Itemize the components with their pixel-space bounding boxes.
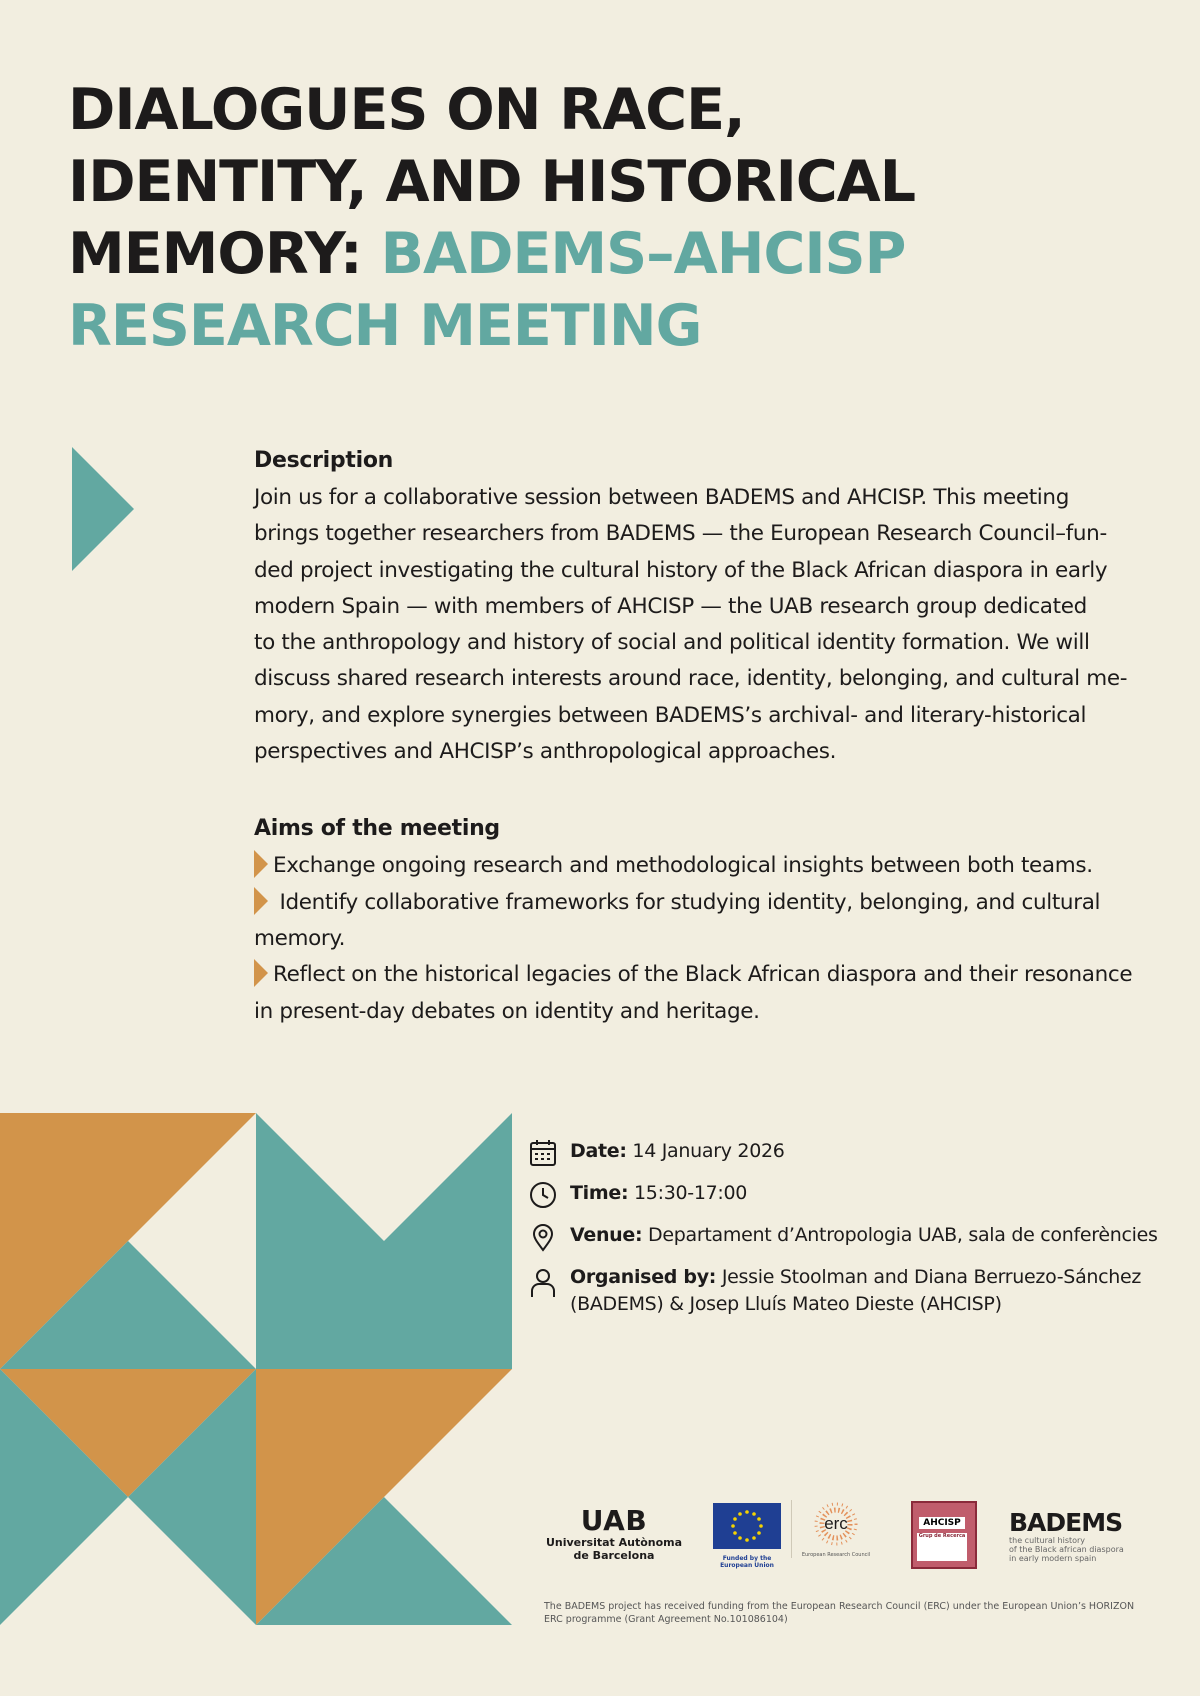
- venue-value: Departament d’Antropologia UAB, sala de conferències: [648, 1224, 1158, 1246]
- aim-item: Reflect on the historical legacies of the Black African diaspora and their resonance: [254, 957, 1134, 993]
- location-pin-icon: [528, 1222, 558, 1252]
- description-line: perspectives and AHCISP’s anthropological approaches.: [254, 739, 837, 765]
- play-triangle-icon: [72, 447, 134, 571]
- eu-flag-icon: [713, 1503, 781, 1549]
- uab-logo: UAB Universitat Autònoma de Barcelona: [545, 1504, 683, 1562]
- title-line-4: RESEARCH MEETING: [68, 293, 702, 359]
- title-line-3: [68, 218, 1068, 290]
- eu-logo: Funded by the European Union: [713, 1503, 781, 1569]
- description-line: mory, and explore synergies between BADEMS’s archival- and literary-historical: [254, 702, 1087, 728]
- venue-row: [528, 1222, 1168, 1252]
- event-title: [68, 74, 1068, 362]
- aims-heading: Aims of the meeting: [254, 816, 500, 842]
- badems-logo: BADEMS the cultural history of the Black african diaspora in early modern spain: [1009, 1508, 1124, 1563]
- organiser-row: [528, 1264, 1168, 1318]
- description-heading: Description: [254, 448, 393, 473]
- organiser-text: [570, 1264, 1141, 1318]
- date-value: 14 January 2026: [632, 1140, 785, 1162]
- bullet-triangle-icon: [254, 850, 268, 878]
- aim-item: Exchange ongoing research and methodological insights between both teams.: [254, 848, 1134, 884]
- main-content: [254, 446, 1134, 1030]
- aim-item: Identify collaborative frameworks for studying identity, belonging, and cultural: [254, 885, 1134, 921]
- venue-label: Venue:: [570, 1224, 643, 1246]
- organised-label: Organised by:: [570, 1266, 717, 1288]
- description-line: Join us for a collaborative session between BADEMS and AHCISP. This meeting: [254, 485, 1069, 510]
- description-line: modern Spain — with members of AHCISP — the UAB research group dedicated: [254, 593, 1087, 619]
- title-line-3-teal: BADEMS–AHCISP: [380, 221, 906, 287]
- erc-logo: erc European Research Council: [791, 1500, 876, 1558]
- aims-list: [254, 848, 1134, 1029]
- logo-strip: [544, 1500, 1144, 1570]
- clock-icon: [528, 1180, 558, 1210]
- description-text: [254, 480, 1134, 770]
- aim-item-continued: memory.: [254, 925, 346, 951]
- calendar-icon: [528, 1138, 558, 1168]
- date-label: Date:: [570, 1140, 627, 1162]
- svg-text:erc: erc: [824, 1514, 848, 1533]
- date-row: [528, 1138, 1168, 1168]
- bullet-triangle-icon: [254, 887, 268, 915]
- description-line: discuss shared research interests around race, identity, belonging, and cultural me-: [254, 666, 1128, 692]
- venue-text: [570, 1222, 1158, 1249]
- title-line-3-dark: MEMORY:: [68, 221, 362, 287]
- person-icon: [528, 1264, 558, 1300]
- erc-burst-icon: [809, 1500, 863, 1548]
- description-line: brings together researchers from BADEMS — the European Research Council–fun-: [254, 521, 1107, 547]
- description-line: ded project investigating the cultural history of the Black African diaspora in early: [254, 557, 1108, 583]
- organised-value-line1: Jessie Stoolman and Diana Berruezo-Sánchez: [721, 1266, 1142, 1288]
- time-label: Time:: [570, 1182, 629, 1204]
- description-line: to the anthropology and history of social and political identity formation. We will: [254, 630, 1090, 656]
- aim-item-continued: in present-day debates on identity and heritage.: [254, 998, 760, 1024]
- event-info: [528, 1138, 1168, 1330]
- time-row: [528, 1180, 1168, 1210]
- date-text: [570, 1138, 785, 1165]
- funding-footnote: The BADEMS project has received funding from the European Research Council (ERC) under the European Union’s HORIZON ERC programme (Grant Agreement No.101086104): [544, 1601, 1135, 1625]
- title-line-1: DIALOGUES ON RACE,: [68, 77, 745, 143]
- geometric-pattern: [0, 1113, 512, 1625]
- time-value: 15:30-17:00: [634, 1182, 748, 1204]
- title-line-2: IDENTITY, AND HISTORICAL: [68, 149, 916, 215]
- bullet-triangle-icon: [254, 959, 268, 987]
- organised-value-line2: (BADEMS) & Josep Lluís Mateo Dieste (AHCISP): [570, 1293, 1002, 1315]
- ahcisp-logo: AHCISP Grup de Recerca: [911, 1501, 977, 1569]
- time-text: [570, 1180, 747, 1207]
- aims-section: [254, 814, 1134, 1029]
